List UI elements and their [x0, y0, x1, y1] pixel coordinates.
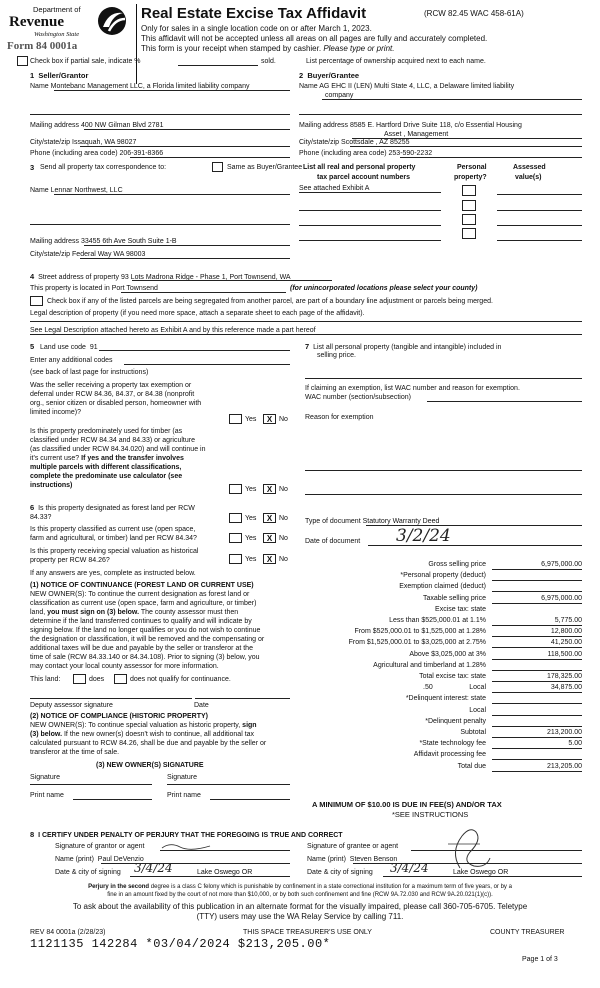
exemption-q-line1: Was the seller receiving a property tax exemption or	[30, 382, 192, 389]
assessed-line-3	[497, 225, 582, 226]
tax-row-line	[492, 726, 582, 727]
current-use-q-line2: farm and agricultural, or timber) land per RCW 84.34?	[30, 535, 197, 542]
exemption-no-label: No	[279, 416, 288, 423]
local-rate: .50	[423, 684, 433, 691]
notice2-line3: calculated pursuant to RCW 84.26, shall be due and payable by the seller or	[30, 740, 267, 747]
tax-row-line	[492, 748, 582, 749]
header-divider	[136, 4, 137, 84]
tax-row-label: Gross selling price	[428, 561, 486, 568]
partial-sold-label: sold.	[261, 58, 276, 65]
grantee-signature-mark	[440, 822, 500, 874]
parcel-line-3	[299, 225, 441, 226]
tax-row-label: *Personal property (deduct)	[400, 572, 486, 579]
buyer-name-label: Name	[299, 83, 318, 90]
minimum-due-note: A MINIMUM OF $10.00 IS DUE IN FEE(S) AND/OR TAX	[312, 800, 502, 809]
owner-print-label-2: Print name	[167, 792, 201, 799]
forest-no-label: No	[279, 515, 288, 522]
exemption-q-line4: limited income)?	[30, 409, 81, 416]
notice2-line2a: (3) below.	[30, 731, 63, 738]
corr-mail-line	[84, 245, 290, 246]
tax-row-label: *Delinquent interest: state	[405, 695, 486, 702]
forest-no-checkbox[interactable]: X	[263, 513, 276, 523]
parcel-line-1	[299, 192, 441, 193]
tax-row-label: Total excise tax: state	[419, 673, 486, 680]
notice1-line3b: you must sign on (3) below.	[47, 609, 140, 616]
current-use-no-checkbox[interactable]: X	[263, 533, 276, 543]
grantee-name-line	[353, 863, 582, 864]
current-use-q-line1: Is this property classified as current use (open space,	[30, 526, 196, 533]
doc-type[interactable]: Statutory Warranty Deed	[362, 518, 440, 525]
form-title: Real Estate Excise Tax Affidavit	[141, 5, 367, 22]
form-title-ref: (RCW 82.45 WAC 458-61A)	[424, 9, 524, 18]
grantee-name-label: Name (print)	[307, 856, 346, 863]
header-line3-italic: Please type or print.	[323, 44, 395, 53]
assessed-line-2	[497, 210, 582, 211]
tax-row-label: Total due	[457, 763, 486, 770]
tax-row-value[interactable]: 12,800.00	[550, 628, 582, 635]
same-as-buyer-label: Same as Buyer/Grantee	[227, 164, 303, 171]
timber-q-line3: (as classified under RCW 84.34.020) and will continue in	[30, 446, 206, 453]
seller-name-line2	[30, 114, 290, 115]
buyer-mail[interactable]: 8585 E. Hartford Drive Suite 118, c/o Essential Housing	[349, 122, 522, 129]
reason-line2	[305, 494, 582, 495]
historic-yes-label: Yes	[245, 556, 257, 563]
notice1-title: (1) NOTICE OF CONTINUANCE (FOREST LAND OR CURRENT USE)	[30, 582, 254, 589]
historic-yes-checkbox[interactable]	[229, 554, 242, 564]
dor-emblem-icon	[95, 5, 129, 37]
additional-codes-label: Enter any additional codes	[30, 357, 113, 364]
owner-sig-line-1[interactable]	[30, 784, 152, 785]
exempt-label1: If claiming an exemption, list WAC number and reason for exemption.	[305, 385, 520, 392]
seller-mail[interactable]: 400 NW Gilman Blvd 2781	[80, 122, 164, 129]
exemption-no-checkbox[interactable]: X	[263, 414, 276, 424]
tax-row-value[interactable]: 213,200.00	[546, 729, 582, 736]
timber-q-bold2: multiple parcels with different classifications,	[30, 464, 182, 471]
personal-property-label1: List all personal property (tangible and intangible) included in	[313, 344, 502, 351]
forest-q1-line2: 84.33?	[30, 514, 52, 521]
seller-phone-label: Phone (including area code)	[30, 150, 118, 157]
land-use-num: 5	[30, 342, 35, 351]
current-use-no-label: No	[279, 535, 288, 542]
grantor-name-label: Name (print)	[55, 856, 94, 863]
tax-row-value[interactable]: 6,975,000.00	[541, 595, 582, 602]
tax-row-label: Excise tax: state	[435, 606, 486, 613]
notice1-line3a: land,	[30, 609, 46, 616]
tax-row-line	[492, 670, 582, 671]
owner-sig-label-2: Signature	[167, 774, 197, 781]
assessed-line-1	[497, 194, 582, 195]
legal-description[interactable]: See Legal Description attached hereto as Exhibit A and by this reference made a part hereof	[30, 327, 316, 334]
timber-no-checkbox[interactable]: X	[263, 484, 276, 494]
street-address[interactable]: 93 Lots Madrona Ridge - Phase 1, Port Townsend, WA	[120, 274, 291, 281]
grantor-name[interactable]: Paul DeVenzio	[97, 856, 144, 863]
notice1-line2: classification as current use (open space, farm and agriculture, or timber)	[30, 600, 257, 607]
current-use-yes-label: Yes	[245, 535, 257, 542]
tax-row-line	[492, 703, 582, 704]
corr-city-label: City/state/zip	[30, 251, 71, 258]
grantee-name[interactable]: Steven Benson	[349, 856, 398, 863]
form-number: Form 84 0001a	[7, 40, 78, 52]
tax-row-line	[492, 715, 582, 716]
grantee-date[interactable]: 3/4/24	[390, 861, 429, 875]
notice1-line8: time of sale (RCW 84.33.140 or 84.34.108). Prior to signing (3) below, you	[30, 654, 260, 661]
corr-name-line2	[30, 224, 290, 225]
buyer-city[interactable]: Scottsdale , AZ 85255	[341, 139, 410, 146]
accessibility-line1: To ask about the availability of this publication in an alternate format for the visually impaired, please call 360-705-6705. Teletype	[72, 902, 528, 911]
personal-property-checkbox-4[interactable]	[462, 228, 476, 239]
owner-print-label-1: Print name	[30, 792, 64, 799]
tax-row-value[interactable]: 118,500.00	[547, 651, 582, 658]
does-not-qualify-checkbox[interactable]	[114, 674, 127, 684]
grantor-name-line	[101, 863, 290, 864]
grantee-date-label: Date & city of signing	[307, 869, 373, 876]
seller-city-label: City/state/zip	[30, 139, 71, 146]
legal-label: Legal description of property (if you need more space, attach a separate sheet to each page of the affidavit).	[30, 310, 365, 317]
seller-mail-line	[84, 129, 290, 130]
tax-row-label: From $525,000.01 to $1,525,000 at 1.28%	[354, 628, 486, 635]
wac-number-line[interactable]	[427, 401, 582, 402]
land-use-label: Land use code	[40, 344, 86, 351]
accessibility-line2: (TTY) users may use the WA Relay Service by calling 711.	[196, 912, 404, 921]
rev-number: REV 84 0001a (2/28/23)	[30, 929, 106, 936]
partial-percent-line[interactable]	[178, 65, 258, 66]
notice2-line1a: NEW OWNER(S): To continue special valuation as historic property,	[30, 722, 241, 729]
seller-city[interactable]: Issaquah, WA 98027	[72, 139, 137, 146]
seller-city-line	[80, 146, 290, 147]
located-line	[121, 292, 286, 293]
grantee-sig-label: Signature of grantee or agent	[307, 843, 399, 850]
owner-sig-label-1: Signature	[30, 774, 60, 781]
owner-print-line-1[interactable]	[73, 799, 152, 800]
exemption-yes-label: Yes	[245, 416, 257, 423]
exemption-q-line3: org., senior citizen or disabled person, homeowner with	[30, 400, 202, 407]
tax-row-line	[492, 692, 582, 693]
personal-heading1: Personal	[457, 164, 487, 171]
tax-row-label: Local	[469, 707, 486, 714]
buyer-city-line	[350, 146, 582, 147]
county-treasurer-label: COUNTY TREASURER	[490, 929, 565, 936]
located-label: This property is located in	[30, 285, 110, 292]
parcels-heading2: tax parcel account numbers	[317, 174, 410, 181]
personal-property-checkbox-3[interactable]	[462, 214, 476, 225]
unincorporated-note: (for unincorporated locations please select your county)	[290, 285, 478, 292]
tax-row-line	[492, 737, 582, 738]
street-label: Street address of property	[38, 274, 119, 281]
same-as-buyer-checkbox[interactable]	[212, 162, 223, 172]
seller-phone[interactable]: 206-391-8366	[119, 150, 164, 157]
legal-line1	[30, 321, 582, 322]
perjury-line2: fine in an amount fixed by the court of not more than $10,000, or by both such confinement and fine (RCW 9A.72.030 and RCW 9A.20.021(1)(c)).	[107, 892, 493, 898]
grantor-date-line	[130, 876, 290, 877]
personal-property-line	[305, 378, 582, 379]
if-yes-note: If any answers are yes, complete as instructed below.	[30, 570, 196, 577]
certify-heading: I CERTIFY UNDER PENALTY OF PERJURY THAT THE FOREGOING IS TRUE AND CORRECT	[38, 832, 343, 839]
street-line	[132, 280, 332, 281]
parcel-entry[interactable]: See attached Exhibit A	[299, 185, 370, 192]
parcels-heading1: List all real and personal property	[303, 164, 416, 171]
new-owner-sig-title: (3) NEW OWNER(S) SIGNATURE	[96, 762, 204, 769]
tax-row-line	[492, 636, 582, 637]
located-value[interactable]: Port Townsend	[111, 285, 158, 292]
personal-property-label2: selling price.	[317, 352, 356, 359]
historic-q-line1: Is this property receiving special valuation as historical	[30, 548, 199, 555]
header-line2: This affidavit will not be accepted unless all areas on all pages are fully and accurately completed.	[141, 34, 488, 43]
header-line1: Only for sales in a single location code on or after March 1, 2023.	[141, 24, 372, 33]
see-instructions: *SEE INSTRUCTIONS	[392, 810, 469, 819]
buyer-mail-cont[interactable]: Asset , Management	[384, 131, 449, 138]
personal-heading2: property?	[454, 174, 487, 181]
page-number: Page 1 of 3	[522, 956, 558, 963]
reason-line1	[305, 470, 582, 471]
tax-row-value[interactable]: 213,205.00	[546, 763, 582, 770]
tax-row-line	[492, 603, 582, 604]
tax-row-line	[492, 580, 582, 581]
reason-label: Reason for exemption	[305, 414, 374, 421]
doc-type-label: Type of document	[305, 518, 361, 525]
buyer-name-line	[322, 99, 582, 100]
personal-property-checkbox-1[interactable]	[462, 185, 476, 196]
historic-no-checkbox[interactable]: X	[263, 554, 276, 564]
historic-q-line2: property per RCW 84.26?	[30, 557, 110, 564]
grantee-city[interactable]: Lake Oswego OR	[453, 869, 509, 876]
tax-row-line	[492, 771, 582, 772]
property-num: 4	[30, 272, 35, 281]
tax-row-label: Local	[469, 684, 486, 691]
notice1-line9: may contact your local county assessor for more information.	[30, 663, 219, 670]
exemption-yes-checkbox[interactable]	[229, 414, 242, 424]
does-label: does	[89, 676, 105, 683]
corr-city-line	[80, 258, 290, 259]
owner-sig-line-2[interactable]	[167, 784, 290, 785]
forest-q1-line1: Is this property designated as forest land per RCW	[38, 505, 195, 512]
forest-yes-checkbox[interactable]	[229, 513, 242, 523]
tax-row-line	[492, 569, 582, 570]
timber-q-line1: Is this property predominately used for timber (as	[30, 428, 183, 435]
exemption-q-line2: deferral under RCW 84.36, 84.37, or 84.38 (nonprofit	[30, 391, 195, 398]
tax-row-value[interactable]: 6,975,000.00	[541, 561, 582, 568]
corr-name-label: Name	[30, 187, 49, 194]
doc-date[interactable]: 3/2/24	[396, 526, 451, 546]
buyer-heading: 2 Buyer/Grantee	[299, 71, 360, 80]
buyer-name-cont[interactable]: company	[325, 92, 354, 99]
deputy-date-line[interactable]	[195, 698, 290, 699]
dept-line2: Revenue	[9, 14, 64, 30]
grantor-sig-label: Signature of grantor or agent	[55, 843, 145, 850]
notice2-line4: transferor at the time of sale.	[30, 749, 120, 756]
tax-row-line	[492, 591, 582, 592]
timber-yes-label: Yes	[245, 486, 257, 493]
segregation-label: Check box if any of the listed parcels are being segregated from another parcel, are part of a boundary line adjustment or parcels being merged.	[47, 298, 493, 305]
timber-q-line2: classified under RCW 84.34 and 84.33) or agriculture	[30, 437, 195, 444]
seller-name-line	[54, 90, 290, 91]
forest-yes-label: Yes	[245, 515, 257, 522]
tax-row-line	[492, 659, 582, 660]
grantee-date-line	[383, 876, 582, 877]
tax-row-line	[492, 681, 582, 682]
correspondence-label: Send all property tax correspondence to:	[40, 164, 167, 171]
notice2-title: (2) NOTICE OF COMPLIANCE (HISTORIC PROPERTY)	[30, 713, 208, 720]
doc-date-line	[368, 545, 582, 546]
tax-row-value[interactable]: 34,875.00	[550, 684, 582, 691]
notice1-line3c: The county assessor must then	[140, 609, 239, 616]
segregation-checkbox[interactable]	[30, 296, 43, 306]
buyer-phone[interactable]: 253-590-2232	[388, 150, 433, 157]
grantor-city[interactable]: Lake Oswego OR	[197, 869, 253, 876]
seller-name-label: Name	[30, 83, 49, 90]
assessed-line-4	[497, 240, 582, 241]
treasurer-use-label: THIS SPACE TREASURER'S USE ONLY	[243, 929, 372, 936]
corr-city[interactable]: Federal Way WA 98003	[72, 251, 146, 258]
parcel-line-2	[299, 210, 441, 211]
timber-yes-checkbox[interactable]	[229, 484, 242, 494]
assessed-heading1: Assessed	[513, 164, 546, 171]
deputy-signature-label: Deputy assessor signature	[30, 702, 113, 709]
notice2-line2b: If the new owner(s) doesn't wish to continue, all additional tax	[63, 731, 255, 738]
seller-heading: 1 Seller/Grantor	[30, 71, 89, 80]
tax-row-label: *Delinquent penalty	[425, 718, 486, 725]
timber-q-bold3: complete the predominate use calculator (see	[30, 473, 183, 480]
tax-row-value[interactable]: 41,250.00	[550, 639, 582, 646]
timber-q-bold4: instructions)	[30, 482, 73, 489]
grantor-signature-mark	[160, 838, 240, 852]
tax-row-label: Subtotal	[460, 729, 486, 736]
corr-mail[interactable]: 33455 6th Ave South Suite 1-B	[80, 238, 177, 245]
notice1-line4: determine if the land transferred continues to qualify and will indicate by	[30, 618, 252, 625]
seller-name[interactable]: Montebanc Management LLC, a Florida limited liability company	[50, 83, 250, 90]
does-qualify-checkbox[interactable]	[73, 674, 86, 684]
header-line3: This form is your receipt when stamped by cashier.	[141, 44, 322, 53]
timber-no-label: No	[279, 486, 288, 493]
timber-q-line4: it's current use?	[30, 455, 80, 462]
corr-name-line	[54, 194, 290, 195]
buyer-mail-label: Mailing address	[299, 122, 349, 129]
historic-no-label: No	[279, 556, 288, 563]
exempt-label2: WAC number (section/subsection)	[305, 394, 411, 401]
corr-name[interactable]: Lennar Northwest, LLC	[50, 187, 123, 194]
owner-print-line-2[interactable]	[210, 799, 290, 800]
notice1-line5: signing below. If the land no longer qualifies or you do not wish to continue	[30, 627, 261, 634]
personal-property-checkbox-2[interactable]	[462, 200, 476, 211]
certify-num: 8	[30, 830, 35, 839]
tax-row-value[interactable]: 5.00	[568, 740, 582, 747]
tax-row-label: Agricultural and timberland at 1.28%	[373, 662, 486, 669]
percent-note: List percentage of ownership acquired next to each name.	[306, 58, 486, 65]
timber-q-bold1: If yes and the transfer involves	[81, 455, 184, 462]
land-use-line	[99, 350, 290, 351]
buyer-city-label: City/state/zip	[299, 139, 340, 146]
current-use-yes-checkbox[interactable]	[229, 533, 242, 543]
notice1-line7: additional taxes will be due and payable by the seller or transferor at the	[30, 645, 253, 652]
buyer-name[interactable]: AG EHC II (LEN) Multi State 4, LLC, a Delaware limited liability	[319, 83, 515, 90]
see-back-note: (see back of last page for instructions)	[30, 369, 149, 376]
additional-codes-line	[124, 364, 290, 365]
land-use-code[interactable]: 91	[89, 344, 98, 351]
notice2-line1b: sign	[242, 722, 257, 729]
dept-line1: Department of	[33, 5, 81, 14]
buyer-phone-label: Phone (including area code)	[299, 150, 387, 157]
deputy-signature-line[interactable]	[30, 698, 192, 699]
parcel-line-4	[299, 240, 441, 241]
this-land-label: This land:	[30, 676, 61, 683]
perjury-line1: Perjury in the second degree is a class C felony which is punishable by confinement in a state correctional institution for a maximum term of five years, or by a	[88, 884, 512, 890]
tax-row-label: From $1,525,000.01 to $3,025,000 at 2.75%	[348, 639, 486, 646]
correspondence-num: 3	[30, 163, 35, 172]
tax-row-value[interactable]: 5,775.00	[554, 617, 582, 624]
tax-row-label: Exemption claimed (deduct)	[399, 583, 486, 590]
tax-row-line	[492, 625, 582, 626]
notice1-line6: the designation or classification, it will be removed and the compensating or	[30, 636, 265, 643]
grantor-date-label: Date & city of signing	[55, 869, 121, 876]
seller-phone-line	[130, 157, 290, 158]
buyer-phone-line	[400, 157, 582, 158]
buyer-name-line2	[299, 114, 582, 115]
tax-row-line	[492, 647, 582, 648]
tax-row-label: *State technology fee	[419, 740, 486, 747]
tax-row-label: Less than $525,000.01 at 1.1%	[389, 617, 486, 624]
tax-row-label: Above $3,025,000 at 3%	[409, 651, 486, 658]
personal-property-num: 7	[305, 342, 310, 351]
seller-mail-label: Mailing address	[30, 122, 80, 129]
tax-row-label: Affidavit processing fee	[413, 751, 486, 758]
partial-sale-label: Check box if partial sale, indicate %	[30, 58, 141, 65]
deputy-date-label: Date	[194, 702, 209, 709]
legal-line2	[30, 334, 582, 335]
partial-sale-checkbox[interactable]	[17, 56, 28, 66]
tax-row-value[interactable]: 178,325.00	[546, 673, 582, 680]
dept-line3: Washington State	[34, 31, 80, 38]
grantor-date[interactable]: 3/4/24	[134, 861, 173, 875]
does-not-label: does not qualify for continuance.	[130, 676, 231, 683]
corr-mail-label: Mailing address	[30, 238, 80, 245]
forest-num: 6	[30, 503, 35, 512]
tax-row-label: Taxable selling price	[422, 595, 486, 602]
tax-row-line	[492, 759, 582, 760]
treasurer-stamp: 1121135 142284 *03/04/2024 $213,205.00*	[30, 937, 331, 951]
assessed-heading2: value(s)	[515, 174, 542, 181]
doc-date-label: Date of document	[305, 538, 361, 545]
notice1-line1: NEW OWNER(S): To continue the current designation as forest land or	[30, 591, 250, 598]
